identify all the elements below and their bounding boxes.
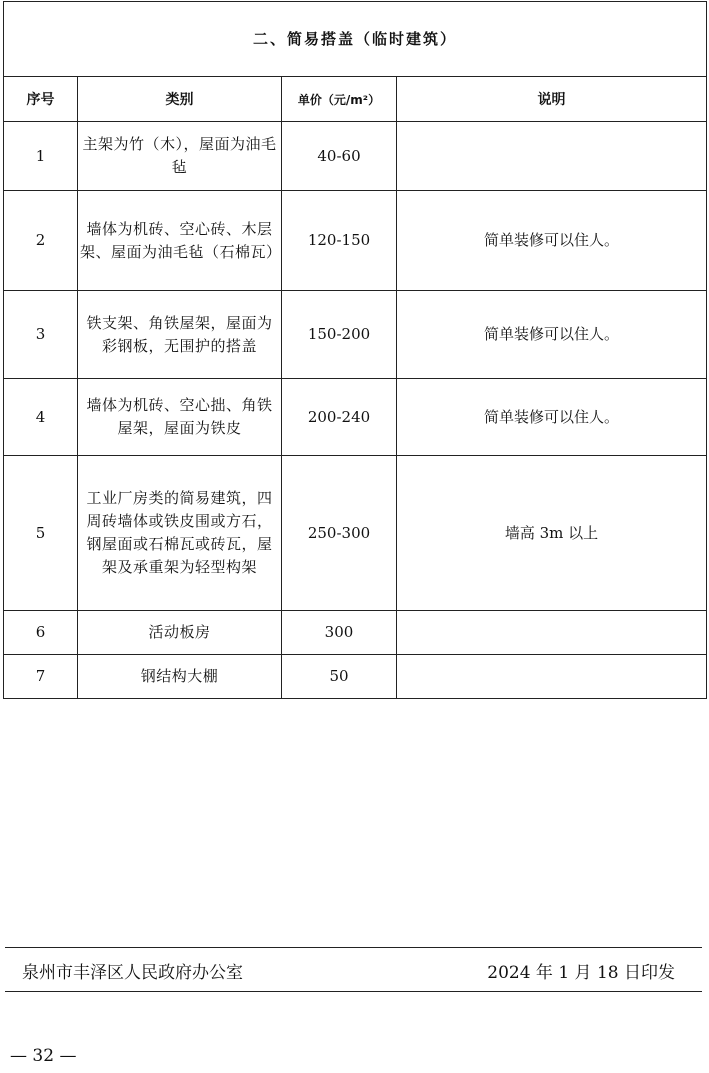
footer-date: 2024 年 1 月 18 日印发 <box>487 963 675 983</box>
building-price-table <box>3 1 707 699</box>
row-category: 墙体为机砖、空心拙、角铁屋架，屋面为铁皮 <box>78 379 282 456</box>
row-index: 4 <box>4 379 78 456</box>
row-note: 墙高 3m 以上 <box>397 456 707 611</box>
row-note: 简单装修可以住人。 <box>397 291 707 379</box>
row-category: 活动板房 <box>78 611 282 655</box>
footer-issuer: 泉州市丰泽区人民政府办公室 <box>22 963 243 983</box>
row-note <box>397 122 707 191</box>
footer-top-rule <box>5 947 702 948</box>
row-category: 铁支架、角铁屋架，屋面为彩钢板，无围护的搭盖 <box>78 291 282 379</box>
row-note <box>397 611 707 655</box>
table-row <box>4 379 707 456</box>
row-index: 5 <box>4 456 78 611</box>
row-index: 3 <box>4 291 78 379</box>
header-price: 单价（元/m²） <box>282 77 397 122</box>
row-price: 200-240 <box>282 379 397 456</box>
header-note: 说明 <box>397 77 707 122</box>
table-row <box>4 122 707 191</box>
table-row <box>4 655 707 699</box>
row-note: 简单装修可以住人。 <box>397 191 707 291</box>
row-category: 主架为竹（木），屋面为油毛毡 <box>78 122 282 191</box>
row-category: 钢结构大棚 <box>78 655 282 699</box>
table-row <box>4 191 707 291</box>
row-note: 简单装修可以住人。 <box>397 379 707 456</box>
row-price: 120-150 <box>282 191 397 291</box>
header-index: 序号 <box>4 77 78 122</box>
row-price: 50 <box>282 655 397 699</box>
table-title: 二、简易搭盖（临时建筑） <box>4 2 707 77</box>
row-price: 150-200 <box>282 291 397 379</box>
table-header-row <box>4 77 707 122</box>
row-index: 7 <box>4 655 78 699</box>
table-row <box>4 611 707 655</box>
table-row <box>4 456 707 611</box>
row-price: 40-60 <box>282 122 397 191</box>
page-number: — 32 — <box>10 1046 77 1066</box>
row-index: 2 <box>4 191 78 291</box>
table-row <box>4 291 707 379</box>
header-category: 类别 <box>78 77 282 122</box>
footer-bottom-rule <box>5 991 702 992</box>
row-index: 1 <box>4 122 78 191</box>
row-index: 6 <box>4 611 78 655</box>
row-price: 250-300 <box>282 456 397 611</box>
row-note <box>397 655 707 699</box>
row-category: 工业厂房类的简易建筑，四周砖墙体或铁皮围或方石，钢屋面或石棉瓦或砖瓦，屋架及承重架为轻型构架 <box>78 456 282 611</box>
row-category: 墙体为机砖、空心砖、木层架、屋面为油毛毡（石棉瓦） <box>78 191 282 291</box>
row-price: 300 <box>282 611 397 655</box>
